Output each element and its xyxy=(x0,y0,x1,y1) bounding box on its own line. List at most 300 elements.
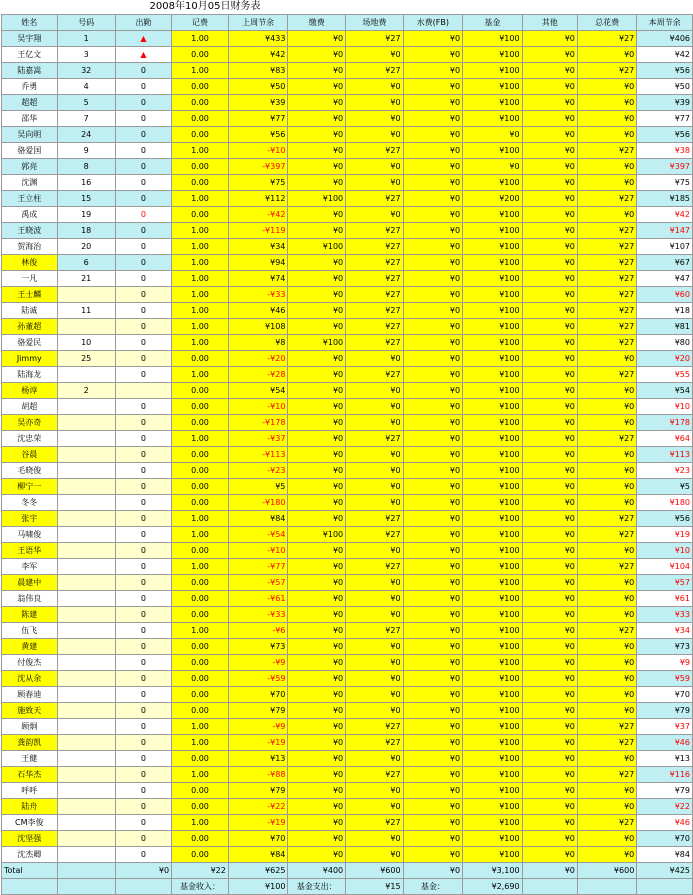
fee-count-cell[interactable]: 0.00 xyxy=(172,463,229,479)
water-fee-cell[interactable]: ¥0 xyxy=(403,543,463,559)
payment-cell[interactable]: ¥0 xyxy=(288,559,346,575)
total-spend-cell[interactable]: ¥27 xyxy=(577,431,636,447)
court-fee-cell[interactable]: ¥27 xyxy=(346,271,403,287)
fund-cell[interactable]: ¥100 xyxy=(463,255,522,271)
total-spend-cell[interactable]: ¥27 xyxy=(577,303,636,319)
payment-cell[interactable]: ¥0 xyxy=(288,575,346,591)
number-cell[interactable]: 21 xyxy=(57,271,115,287)
water-fee-cell[interactable]: ¥0 xyxy=(403,47,463,63)
last-balance-cell[interactable]: -¥180 xyxy=(228,495,288,511)
attendance-cell[interactable]: 0 xyxy=(115,559,171,575)
balance-cell[interactable]: ¥10 xyxy=(637,543,693,559)
name-cell[interactable]: 孙董超 xyxy=(2,319,58,335)
water-fee-cell[interactable]: ¥0 xyxy=(403,335,463,351)
other-cell[interactable]: ¥0 xyxy=(522,335,577,351)
number-cell[interactable] xyxy=(57,591,115,607)
payment-cell[interactable]: ¥100 xyxy=(288,191,346,207)
balance-cell[interactable]: ¥104 xyxy=(637,559,693,575)
name-cell[interactable]: 付俊杰 xyxy=(2,655,58,671)
fund-cell[interactable]: ¥100 xyxy=(463,719,522,735)
last-balance-cell[interactable]: -¥54 xyxy=(228,527,288,543)
last-balance-cell[interactable]: -¥33 xyxy=(228,607,288,623)
water-fee-cell[interactable]: ¥0 xyxy=(403,367,463,383)
name-cell[interactable]: 胡超 xyxy=(2,399,58,415)
fund-cell[interactable]: ¥100 xyxy=(463,287,522,303)
payment-cell[interactable]: ¥0 xyxy=(288,799,346,815)
total-spend-cell[interactable]: ¥0 xyxy=(577,479,636,495)
total-spend-cell[interactable]: ¥0 xyxy=(577,111,636,127)
court-fee-cell[interactable]: ¥27 xyxy=(346,735,403,751)
other-cell[interactable]: ¥0 xyxy=(522,527,577,543)
court-fee-cell[interactable]: ¥0 xyxy=(346,47,403,63)
other-cell[interactable]: ¥0 xyxy=(522,543,577,559)
last-balance-cell[interactable]: -¥10 xyxy=(228,143,288,159)
water-fee-cell[interactable]: ¥0 xyxy=(403,319,463,335)
total-spend-cell[interactable]: ¥0 xyxy=(577,47,636,63)
other-cell[interactable]: ¥0 xyxy=(522,591,577,607)
last-balance-cell[interactable]: -¥119 xyxy=(228,223,288,239)
fee-count-cell[interactable]: 0.00 xyxy=(172,447,229,463)
balance-cell[interactable]: ¥42 xyxy=(637,47,693,63)
header-cell[interactable]: 水费(FB) xyxy=(403,15,463,31)
water-fee-cell[interactable]: ¥0 xyxy=(403,815,463,831)
payment-cell[interactable]: ¥0 xyxy=(288,399,346,415)
last-balance-cell[interactable]: -¥61 xyxy=(228,591,288,607)
fee-count-cell[interactable]: 1.00 xyxy=(172,719,229,735)
total-cell[interactable]: ¥625 xyxy=(228,863,288,879)
total-cell[interactable]: ¥400 xyxy=(288,863,346,879)
court-fee-cell[interactable]: ¥27 xyxy=(346,319,403,335)
payment-cell[interactable]: ¥0 xyxy=(288,719,346,735)
water-fee-cell[interactable]: ¥0 xyxy=(403,223,463,239)
fee-count-cell[interactable]: 0.00 xyxy=(172,783,229,799)
balance-cell[interactable]: ¥57 xyxy=(637,575,693,591)
total-spend-cell[interactable]: ¥27 xyxy=(577,143,636,159)
name-cell[interactable]: 伍飞 xyxy=(2,623,58,639)
fee-count-cell[interactable]: 0.00 xyxy=(172,831,229,847)
other-cell[interactable]: ¥0 xyxy=(522,655,577,671)
water-fee-cell[interactable]: ¥0 xyxy=(403,735,463,751)
number-cell[interactable]: 15 xyxy=(57,191,115,207)
last-balance-cell[interactable]: -¥10 xyxy=(228,543,288,559)
total-spend-cell[interactable]: ¥27 xyxy=(577,223,636,239)
balance-cell[interactable]: ¥59 xyxy=(637,671,693,687)
fund-cell[interactable]: ¥100 xyxy=(463,479,522,495)
payment-cell[interactable]: ¥0 xyxy=(288,47,346,63)
attendance-cell[interactable]: 0 xyxy=(115,335,171,351)
fund-cell[interactable]: ¥0 xyxy=(463,127,522,143)
blank-cell[interactable] xyxy=(637,879,693,895)
fund-expense-value[interactable]: ¥15 xyxy=(346,879,403,895)
name-cell[interactable]: 王亿文 xyxy=(2,47,58,63)
other-cell[interactable]: ¥0 xyxy=(522,351,577,367)
total-spend-cell[interactable]: ¥27 xyxy=(577,287,636,303)
other-cell[interactable]: ¥0 xyxy=(522,207,577,223)
payment-cell[interactable]: ¥0 xyxy=(288,223,346,239)
water-fee-cell[interactable]: ¥0 xyxy=(403,783,463,799)
fee-count-cell[interactable]: 0.00 xyxy=(172,175,229,191)
name-cell[interactable]: 吴亦奇 xyxy=(2,415,58,431)
court-fee-cell[interactable]: ¥27 xyxy=(346,767,403,783)
attendance-cell[interactable]: 0 xyxy=(115,575,171,591)
payment-cell[interactable]: ¥0 xyxy=(288,495,346,511)
name-cell[interactable]: 一凡 xyxy=(2,271,58,287)
attendance-cell[interactable]: 0 xyxy=(115,527,171,543)
fund-cell[interactable]: ¥100 xyxy=(463,335,522,351)
attendance-cell[interactable]: 0 xyxy=(115,207,171,223)
water-fee-cell[interactable]: ¥0 xyxy=(403,527,463,543)
fund-cell[interactable]: ¥100 xyxy=(463,767,522,783)
fund-cell[interactable]: ¥100 xyxy=(463,799,522,815)
fee-count-cell[interactable]: 0.00 xyxy=(172,399,229,415)
last-balance-cell[interactable]: -¥9 xyxy=(228,719,288,735)
payment-cell[interactable]: ¥0 xyxy=(288,607,346,623)
water-fee-cell[interactable]: ¥0 xyxy=(403,719,463,735)
water-fee-cell[interactable]: ¥0 xyxy=(403,575,463,591)
balance-cell[interactable]: ¥107 xyxy=(637,239,693,255)
name-cell[interactable]: 王语华 xyxy=(2,543,58,559)
attendance-cell[interactable]: 0 xyxy=(115,751,171,767)
fee-count-cell[interactable]: 0.00 xyxy=(172,47,229,63)
payment-cell[interactable]: ¥0 xyxy=(288,111,346,127)
number-cell[interactable]: 3 xyxy=(57,47,115,63)
attendance-cell[interactable]: 0 xyxy=(115,175,171,191)
court-fee-cell[interactable]: ¥0 xyxy=(346,383,403,399)
balance-cell[interactable]: ¥185 xyxy=(637,191,693,207)
fee-count-cell[interactable]: 0.00 xyxy=(172,687,229,703)
court-fee-cell[interactable]: ¥0 xyxy=(346,831,403,847)
water-fee-cell[interactable]: ¥0 xyxy=(403,751,463,767)
attendance-cell[interactable]: 0 xyxy=(115,127,171,143)
attendance-cell[interactable]: 0 xyxy=(115,463,171,479)
name-cell[interactable]: 翁伟良 xyxy=(2,591,58,607)
payment-cell[interactable]: ¥0 xyxy=(288,623,346,639)
court-fee-cell[interactable]: ¥0 xyxy=(346,207,403,223)
name-cell[interactable]: 吴宇翔 xyxy=(2,31,58,47)
total-spend-cell[interactable]: ¥0 xyxy=(577,831,636,847)
payment-cell[interactable]: ¥0 xyxy=(288,767,346,783)
payment-cell[interactable]: ¥0 xyxy=(288,655,346,671)
payment-cell[interactable]: ¥0 xyxy=(288,367,346,383)
balance-cell[interactable]: ¥406 xyxy=(637,31,693,47)
fund-cell[interactable]: ¥100 xyxy=(463,271,522,287)
fund-cell[interactable]: ¥100 xyxy=(463,383,522,399)
attendance-cell[interactable]: 0 xyxy=(115,687,171,703)
fund-cell[interactable]: ¥100 xyxy=(463,175,522,191)
fund-cell[interactable]: ¥100 xyxy=(463,591,522,607)
number-cell[interactable] xyxy=(57,655,115,671)
name-cell[interactable]: 陈建 xyxy=(2,607,58,623)
court-fee-cell[interactable]: ¥0 xyxy=(346,127,403,143)
last-balance-cell[interactable]: ¥39 xyxy=(228,95,288,111)
water-fee-cell[interactable]: ¥0 xyxy=(403,159,463,175)
total-spend-cell[interactable]: ¥0 xyxy=(577,351,636,367)
balance-cell[interactable]: ¥18 xyxy=(637,303,693,319)
last-balance-cell[interactable]: ¥83 xyxy=(228,63,288,79)
total-spend-cell[interactable]: ¥27 xyxy=(577,335,636,351)
total-spend-cell[interactable]: ¥0 xyxy=(577,847,636,863)
court-fee-cell[interactable]: ¥0 xyxy=(346,543,403,559)
total-spend-cell[interactable]: ¥0 xyxy=(577,463,636,479)
number-cell[interactable] xyxy=(57,735,115,751)
total-spend-cell[interactable]: ¥0 xyxy=(577,671,636,687)
name-cell[interactable]: 杨谆 xyxy=(2,383,58,399)
payment-cell[interactable]: ¥0 xyxy=(288,95,346,111)
name-cell[interactable]: 马啸俊 xyxy=(2,527,58,543)
attendance-cell[interactable]: 0 xyxy=(115,623,171,639)
court-fee-cell[interactable]: ¥0 xyxy=(346,751,403,767)
court-fee-cell[interactable]: ¥27 xyxy=(346,431,403,447)
total-spend-cell[interactable]: ¥27 xyxy=(577,767,636,783)
number-cell[interactable] xyxy=(57,751,115,767)
attendance-cell[interactable]: 0 xyxy=(115,783,171,799)
balance-cell[interactable]: ¥84 xyxy=(637,847,693,863)
fee-count-cell[interactable]: 1.00 xyxy=(172,623,229,639)
name-cell[interactable]: 呼呼 xyxy=(2,783,58,799)
court-fee-cell[interactable]: ¥0 xyxy=(346,495,403,511)
court-fee-cell[interactable]: ¥27 xyxy=(346,255,403,271)
attendance-cell[interactable]: 0 xyxy=(115,351,171,367)
number-cell[interactable]: 2 xyxy=(57,383,115,399)
other-cell[interactable]: ¥0 xyxy=(522,751,577,767)
court-fee-cell[interactable]: ¥0 xyxy=(346,95,403,111)
fund-cell[interactable]: ¥100 xyxy=(463,239,522,255)
total-spend-cell[interactable]: ¥0 xyxy=(577,751,636,767)
fee-count-cell[interactable]: 1.00 xyxy=(172,143,229,159)
fund-cell[interactable]: ¥100 xyxy=(463,639,522,655)
total-cell[interactable]: ¥0 xyxy=(522,863,577,879)
other-cell[interactable]: ¥0 xyxy=(522,511,577,527)
fee-count-cell[interactable]: 1.00 xyxy=(172,559,229,575)
name-cell[interactable]: 石华杰 xyxy=(2,767,58,783)
attendance-cell[interactable]: 0 xyxy=(115,543,171,559)
other-cell[interactable]: ¥0 xyxy=(522,79,577,95)
number-cell[interactable] xyxy=(57,799,115,815)
name-cell[interactable]: 林俊 xyxy=(2,255,58,271)
payment-cell[interactable]: ¥0 xyxy=(288,159,346,175)
number-cell[interactable] xyxy=(57,495,115,511)
name-cell[interactable]: 邵华 xyxy=(2,111,58,127)
name-cell[interactable]: Jimmy xyxy=(2,351,58,367)
last-balance-cell[interactable]: ¥112 xyxy=(228,191,288,207)
fund-cell[interactable]: ¥100 xyxy=(463,655,522,671)
total-spend-cell[interactable]: ¥0 xyxy=(577,799,636,815)
fund-cell[interactable]: ¥200 xyxy=(463,191,522,207)
name-cell[interactable]: 晨建中 xyxy=(2,575,58,591)
other-cell[interactable]: ¥0 xyxy=(522,239,577,255)
total-spend-cell[interactable]: ¥27 xyxy=(577,559,636,575)
fee-count-cell[interactable]: 0.00 xyxy=(172,415,229,431)
attendance-cell[interactable]: 0 xyxy=(115,111,171,127)
payment-cell[interactable]: ¥0 xyxy=(288,351,346,367)
fee-count-cell[interactable]: 1.00 xyxy=(172,271,229,287)
last-balance-cell[interactable]: ¥70 xyxy=(228,687,288,703)
court-fee-cell[interactable]: ¥0 xyxy=(346,687,403,703)
other-cell[interactable]: ¥0 xyxy=(522,191,577,207)
water-fee-cell[interactable]: ¥0 xyxy=(403,255,463,271)
last-balance-cell[interactable]: ¥56 xyxy=(228,127,288,143)
number-cell[interactable]: 6 xyxy=(57,255,115,271)
water-fee-cell[interactable]: ¥0 xyxy=(403,591,463,607)
other-cell[interactable]: ¥0 xyxy=(522,623,577,639)
payment-cell[interactable]: ¥0 xyxy=(288,671,346,687)
water-fee-cell[interactable]: ¥0 xyxy=(403,511,463,527)
payment-cell[interactable]: ¥0 xyxy=(288,479,346,495)
total-spend-cell[interactable]: ¥0 xyxy=(577,207,636,223)
header-cell[interactable]: 缴费 xyxy=(288,15,346,31)
fee-count-cell[interactable]: 1.00 xyxy=(172,303,229,319)
last-balance-cell[interactable]: -¥20 xyxy=(228,351,288,367)
total-spend-cell[interactable]: ¥0 xyxy=(577,543,636,559)
payment-cell[interactable]: ¥0 xyxy=(288,463,346,479)
last-balance-cell[interactable]: -¥88 xyxy=(228,767,288,783)
number-cell[interactable] xyxy=(57,687,115,703)
balance-cell[interactable]: ¥23 xyxy=(637,463,693,479)
fee-count-cell[interactable]: 1.00 xyxy=(172,767,229,783)
attendance-cell[interactable]: 0 xyxy=(115,735,171,751)
fund-cell[interactable]: ¥100 xyxy=(463,431,522,447)
name-cell[interactable]: 冬冬 xyxy=(2,495,58,511)
payment-cell[interactable]: ¥0 xyxy=(288,415,346,431)
last-balance-cell[interactable]: ¥5 xyxy=(228,479,288,495)
balance-cell[interactable]: ¥13 xyxy=(637,751,693,767)
total-spend-cell[interactable]: ¥27 xyxy=(577,271,636,287)
total-spend-cell[interactable]: ¥0 xyxy=(577,159,636,175)
last-balance-cell[interactable]: ¥46 xyxy=(228,303,288,319)
number-cell[interactable] xyxy=(57,719,115,735)
balance-cell[interactable]: ¥77 xyxy=(637,111,693,127)
name-cell[interactable]: 陆嘉嵩 xyxy=(2,63,58,79)
fee-count-cell[interactable]: 1.00 xyxy=(172,63,229,79)
attendance-cell[interactable]: 0 xyxy=(115,831,171,847)
number-cell[interactable]: 16 xyxy=(57,175,115,191)
total-spend-cell[interactable]: ¥0 xyxy=(577,655,636,671)
payment-cell[interactable]: ¥0 xyxy=(288,591,346,607)
total-spend-cell[interactable]: ¥0 xyxy=(577,591,636,607)
payment-cell[interactable]: ¥0 xyxy=(288,383,346,399)
attendance-cell[interactable]: 0 xyxy=(115,191,171,207)
court-fee-cell[interactable]: ¥27 xyxy=(346,719,403,735)
balance-cell[interactable]: ¥22 xyxy=(637,799,693,815)
payment-cell[interactable]: ¥100 xyxy=(288,527,346,543)
last-balance-cell[interactable]: -¥178 xyxy=(228,415,288,431)
water-fee-cell[interactable]: ¥0 xyxy=(403,447,463,463)
balance-cell[interactable]: ¥9 xyxy=(637,655,693,671)
total-spend-cell[interactable]: ¥27 xyxy=(577,367,636,383)
last-balance-cell[interactable]: -¥28 xyxy=(228,367,288,383)
name-cell[interactable]: 陆舟 xyxy=(2,799,58,815)
payment-cell[interactable]: ¥0 xyxy=(288,207,346,223)
fee-count-cell[interactable]: 0.00 xyxy=(172,607,229,623)
number-cell[interactable] xyxy=(57,415,115,431)
fee-count-cell[interactable]: 0.00 xyxy=(172,127,229,143)
attendance-cell[interactable]: 0 xyxy=(115,239,171,255)
attendance-cell[interactable]: 0 xyxy=(115,815,171,831)
header-cell[interactable]: 出勤 xyxy=(115,15,171,31)
court-fee-cell[interactable]: ¥27 xyxy=(346,623,403,639)
other-cell[interactable]: ¥0 xyxy=(522,799,577,815)
fee-count-cell[interactable]: 0.00 xyxy=(172,351,229,367)
fund-cell[interactable]: ¥100 xyxy=(463,687,522,703)
last-balance-cell[interactable]: ¥84 xyxy=(228,511,288,527)
balance-cell[interactable]: ¥180 xyxy=(637,495,693,511)
balance-cell[interactable]: ¥5 xyxy=(637,479,693,495)
fund-cell[interactable]: ¥100 xyxy=(463,63,522,79)
water-fee-cell[interactable]: ¥0 xyxy=(403,191,463,207)
number-cell[interactable]: 20 xyxy=(57,239,115,255)
balance-cell[interactable]: ¥70 xyxy=(637,831,693,847)
number-cell[interactable] xyxy=(57,431,115,447)
attendance-cell[interactable]: 0 xyxy=(115,671,171,687)
name-cell[interactable]: 沈坚强 xyxy=(2,831,58,847)
attendance-cell[interactable]: 0 xyxy=(115,655,171,671)
other-cell[interactable]: ¥0 xyxy=(522,127,577,143)
last-balance-cell[interactable]: ¥73 xyxy=(228,639,288,655)
header-cell[interactable]: 本周节余 xyxy=(637,15,693,31)
name-cell[interactable]: 毛晓俊 xyxy=(2,463,58,479)
balance-cell[interactable]: ¥56 xyxy=(637,63,693,79)
name-cell[interactable]: 陆诚 xyxy=(2,303,58,319)
court-fee-cell[interactable]: ¥0 xyxy=(346,79,403,95)
attendance-cell[interactable]: 0 xyxy=(115,367,171,383)
payment-cell[interactable]: ¥0 xyxy=(288,543,346,559)
last-balance-cell[interactable]: ¥75 xyxy=(228,175,288,191)
fee-count-cell[interactable]: 0.00 xyxy=(172,703,229,719)
total-spend-cell[interactable]: ¥27 xyxy=(577,319,636,335)
fund-cell[interactable]: ¥100 xyxy=(463,703,522,719)
name-cell[interactable]: 张宇 xyxy=(2,511,58,527)
fund-cell[interactable]: ¥100 xyxy=(463,415,522,431)
water-fee-cell[interactable]: ¥0 xyxy=(403,655,463,671)
water-fee-cell[interactable]: ¥0 xyxy=(403,463,463,479)
attendance-cell[interactable]: 0 xyxy=(115,95,171,111)
fund-cell[interactable]: ¥100 xyxy=(463,95,522,111)
attendance-cell[interactable]: 0 xyxy=(115,287,171,303)
other-cell[interactable]: ¥0 xyxy=(522,703,577,719)
last-balance-cell[interactable]: -¥37 xyxy=(228,431,288,447)
payment-cell[interactable]: ¥0 xyxy=(288,271,346,287)
fee-count-cell[interactable]: 1.00 xyxy=(172,31,229,47)
number-cell[interactable]: 10 xyxy=(57,335,115,351)
attendance-cell[interactable]: 0 xyxy=(115,79,171,95)
balance-cell[interactable]: ¥47 xyxy=(637,271,693,287)
number-cell[interactable] xyxy=(57,767,115,783)
name-cell[interactable]: 禹成 xyxy=(2,207,58,223)
number-cell[interactable] xyxy=(57,367,115,383)
header-cell[interactable]: 场地费 xyxy=(346,15,403,31)
attendance-cell[interactable]: 0 xyxy=(115,223,171,239)
name-cell[interactable]: 龚韵凯 xyxy=(2,735,58,751)
fee-count-cell[interactable]: 0.00 xyxy=(172,655,229,671)
fee-count-cell[interactable]: 0.00 xyxy=(172,799,229,815)
total-cell[interactable]: ¥0 xyxy=(403,863,463,879)
header-cell[interactable]: 其他 xyxy=(522,15,577,31)
fund-cell[interactable]: ¥100 xyxy=(463,575,522,591)
water-fee-cell[interactable]: ¥0 xyxy=(403,639,463,655)
balance-cell[interactable]: ¥64 xyxy=(637,431,693,447)
fee-count-cell[interactable]: 0.00 xyxy=(172,79,229,95)
court-fee-cell[interactable]: ¥0 xyxy=(346,703,403,719)
balance-cell[interactable]: ¥116 xyxy=(637,767,693,783)
other-cell[interactable]: ¥0 xyxy=(522,607,577,623)
attendance-cell[interactable]: 0 xyxy=(115,143,171,159)
last-balance-cell[interactable]: -¥6 xyxy=(228,623,288,639)
last-balance-cell[interactable]: ¥84 xyxy=(228,847,288,863)
blank-cell[interactable] xyxy=(57,879,115,895)
fund-cell[interactable]: ¥0 xyxy=(463,159,522,175)
fee-count-cell[interactable]: 0.00 xyxy=(172,495,229,511)
last-balance-cell[interactable]: ¥433 xyxy=(228,31,288,47)
